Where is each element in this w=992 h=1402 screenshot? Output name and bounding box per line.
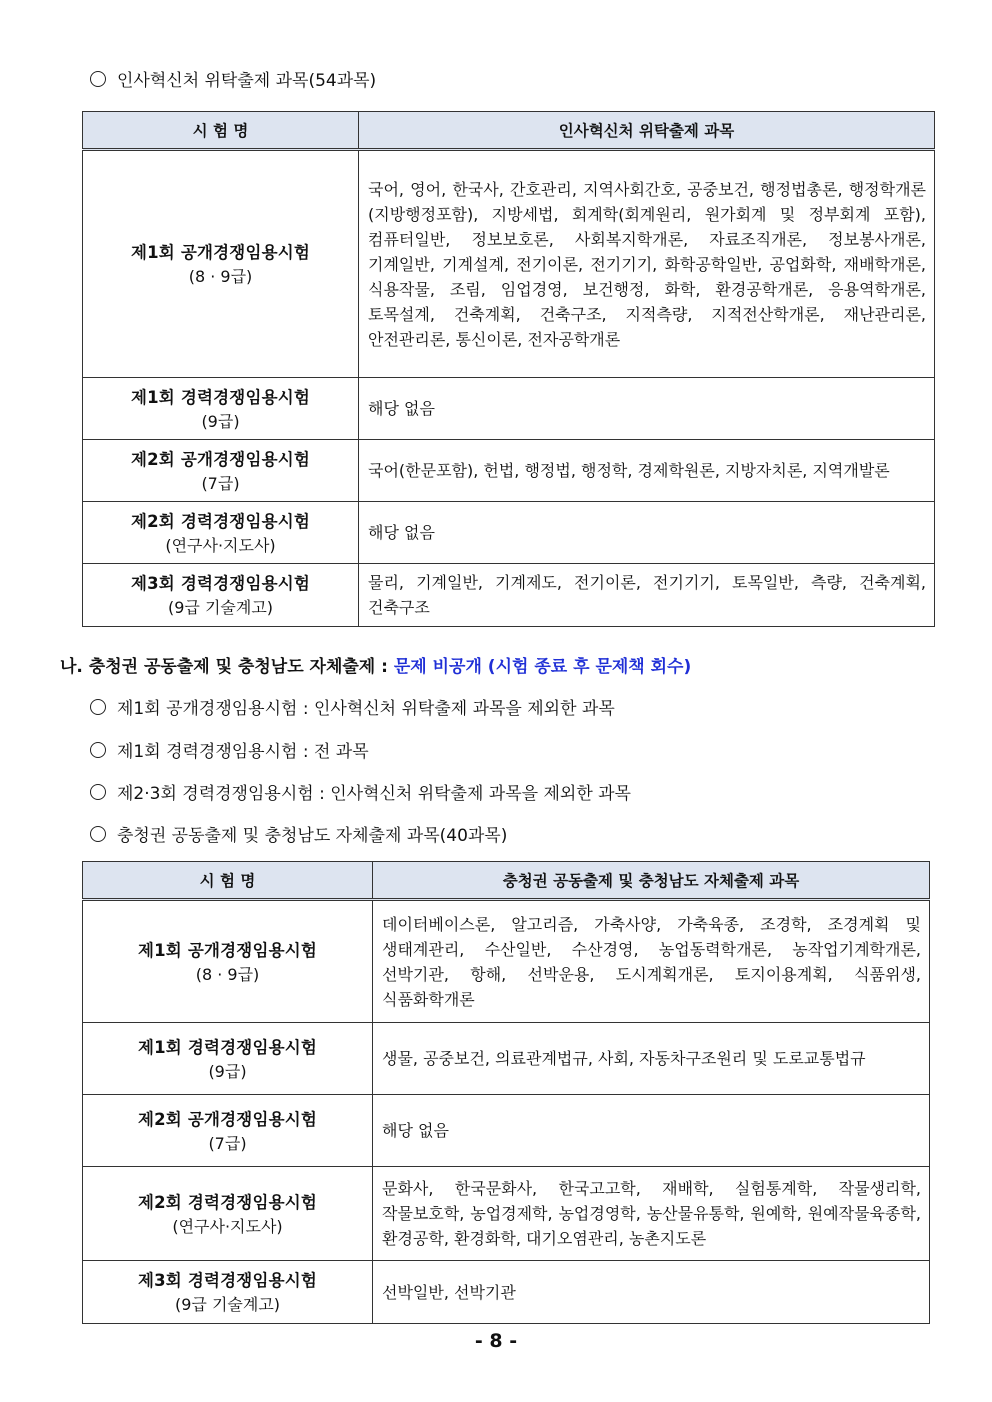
section-heading-note: 문제 비공개 (시험 종료 후 문제책 회수) — [393, 657, 692, 677]
exam-name-cell — [83, 440, 359, 502]
exam-name-cell — [83, 1095, 373, 1167]
list-item-text: 제2·3회 경력경쟁임용시험 : 인사혁신처 위탁출제 과목을 제외한 과목 — [117, 784, 631, 804]
table-row — [83, 502, 935, 564]
subjects-cell: 문화사, 한국문화사, 한국고고학, 재배학, 실험통계학, 작물생리학, 작물보호학, 농업경제학, 농업경영학, 농산물유통학, 원예학, 원예작물육종학, 환경공학, 환경화학, 대기오염관리, 농촌지도론 — [373, 1167, 930, 1261]
exam-name-cell — [83, 564, 359, 627]
table-row — [83, 440, 935, 502]
subjects-cell: 해당 없음 — [359, 378, 935, 440]
exam-name-cell — [83, 1167, 373, 1261]
exam-name: 제1회 공개경쟁임용시험 — [130, 243, 310, 262]
exam-name: 제2회 경력경쟁임용시험 — [137, 1192, 317, 1212]
page-number: - 8 - — [474, 1330, 518, 1352]
circle-bullet-icon — [90, 699, 106, 715]
exam-grade: (8 · 9급) — [195, 964, 260, 984]
table-row — [83, 1167, 930, 1261]
exam-name-cell — [83, 1023, 373, 1095]
subjects-cell: 국어(한문포함), 헌법, 행정법, 행정학, 경제학원론, 지방자치론, 지역개발론 — [359, 440, 935, 502]
table-agency-subjects — [82, 111, 935, 627]
list-item — [90, 821, 507, 846]
exam-name-cell — [83, 378, 359, 440]
table-row — [83, 564, 935, 627]
table-row — [83, 1261, 930, 1324]
section-heading-text: 나. 충청권 공동출제 및 충청남도 자체출제 : — [60, 657, 394, 677]
header-exam-name: 시 험 명 — [83, 862, 373, 900]
subjects-cell: 해당 없음 — [359, 502, 935, 564]
exam-name: 제1회 경력경쟁임용시험 — [130, 387, 310, 407]
header-subjects: 인사혁신처 위탁출제 과목 — [359, 112, 935, 150]
table-header-row — [83, 862, 930, 900]
circle-bullet-icon — [90, 742, 106, 758]
subjects-cell: 국어, 영어, 한국사, 간호관리, 지역사회간호, 공중보건, 행정법총론, 행정학개론(지방행정포함), 지방세법, 회계학(회계원리, 원가회계 및 정부회계 포함), 컴퓨터일반, 정보보호론, 사회복지학개론, 자료조직개론, 정보봉사개론, 기계일반, 기계설계, 전기이론, 전기기기, 화학공학일반, 공업화학, 재배학개론, 식용작물, 조림, 임업경영, 보건행정, 화학, 환경공학개론, 응용역학개론, 토목설계, 건축계획, 건축구조, 지적측량, 지적전산학개론, 재난관리론, 안전관리론, 통신이론, 전자공학개론 — [359, 150, 935, 378]
table-row — [83, 900, 930, 1023]
list-item — [90, 779, 631, 804]
exam-name-cell — [83, 502, 359, 564]
exam-grade: (9급) — [201, 411, 240, 431]
subjects-cell: 생물, 공중보건, 의료관계법규, 사회, 자동차구조원리 및 도로교통법규 — [373, 1023, 930, 1095]
exam-grade: (7급) — [208, 1133, 247, 1153]
table-row — [83, 1095, 930, 1167]
circle-bullet-icon — [90, 71, 106, 87]
exam-name: 제3회 경력경쟁임용시험 — [130, 574, 310, 593]
table-header-row — [83, 112, 935, 150]
exam-name-cell — [83, 1261, 373, 1324]
subjects-cell: 데이터베이스론, 알고리즘, 가축사양, 가축육종, 조경학, 조경계획 및 생태계관리, 수산일반, 수산경영, 농업동력학개론, 농작업기계학개론, 선박기관, 항해, 선박운용, 도시계획개론, 토지이용계획, 식품위생, 식품화학개론 — [373, 900, 930, 1023]
exam-grade: (9급) — [208, 1061, 247, 1081]
table-row — [83, 378, 935, 440]
exam-name: 제2회 공개경쟁임용시험 — [137, 1109, 317, 1129]
exam-grade: (9급 기술계고) — [167, 598, 274, 617]
exam-name: 제2회 공개경쟁임용시험 — [130, 449, 310, 469]
subjects-cell: 물리, 기계일반, 기계제도, 전기이론, 전기기기, 토목일반, 측량, 건축계획, 건축구조 — [359, 564, 935, 627]
list-item-text: 제1회 공개경쟁임용시험 : 인사혁신처 위탁출제 과목을 제외한 과목 — [117, 699, 615, 719]
table-row — [83, 150, 935, 378]
intro-item-text: 인사혁신처 위탁출제 과목(54과목) — [117, 71, 377, 91]
exam-name: 제1회 경력경쟁임용시험 — [137, 1037, 317, 1057]
exam-grade: (연구사·지도사) — [165, 535, 276, 555]
header-exam-name: 시 험 명 — [83, 112, 359, 150]
subjects-cell: 해당 없음 — [373, 1095, 930, 1167]
circle-bullet-icon — [90, 784, 106, 800]
exam-grade: (7급) — [201, 473, 240, 493]
exam-grade: (연구사·지도사) — [172, 1216, 283, 1236]
intro-item — [90, 66, 376, 91]
subjects-cell: 선박일반, 선박기관 — [373, 1261, 930, 1324]
table-row — [83, 1023, 930, 1095]
exam-name: 제1회 공개경쟁임용시험 — [137, 940, 317, 960]
exam-grade: (8 · 9급) — [188, 267, 253, 286]
exam-name: 제2회 경력경쟁임용시험 — [130, 511, 310, 531]
exam-name-cell — [83, 150, 359, 378]
table-regional-subjects — [82, 861, 930, 1324]
exam-name: 제3회 경력경쟁임용시험 — [137, 1271, 317, 1290]
list-item — [90, 737, 369, 762]
exam-name-cell — [83, 900, 373, 1023]
circle-bullet-icon — [90, 826, 106, 842]
list-item-text: 제1회 경력경쟁임용시험 : 전 과목 — [117, 742, 369, 762]
exam-grade: (9급 기술계고) — [174, 1295, 281, 1314]
header-subjects: 충청권 공동출제 및 충청남도 자체출제 과목 — [373, 862, 930, 900]
list-item-text: 충청권 공동출제 및 충청남도 자체출제 과목(40과목) — [117, 826, 508, 846]
section-heading — [60, 652, 691, 677]
list-item — [90, 694, 615, 719]
